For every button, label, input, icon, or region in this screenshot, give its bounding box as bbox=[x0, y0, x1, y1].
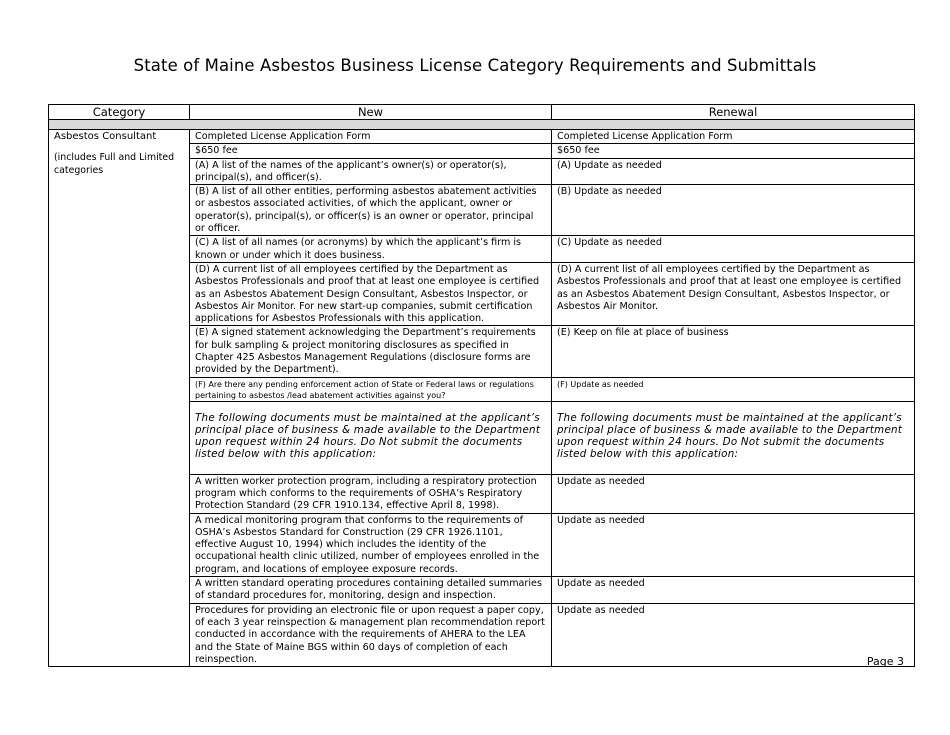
renewal-cell: (F) Update as needed bbox=[552, 377, 915, 401]
new-cell: (D) A current list of all employees certified by the Department as Asbestos Professionals and proof that at least one employee is certified as an Asbestos Abatement Design Consultant, Asbestos Inspector, or Asbestos Air Monitor. For new start-up companies, submit certification applications for Asbestos Professionals with this application. bbox=[190, 262, 552, 325]
page-title: State of Maine Asbestos Business License Category Requirements and Submittals bbox=[133, 56, 817, 75]
new-cell: A written worker protection program, including a respiratory protection program which conforms to the requirements of OSHA’s Respiratory Protection Standard (29 CFR 1910.134, effective April 8, 1998). bbox=[190, 474, 552, 513]
renewal-cell: Update as needed bbox=[552, 474, 915, 513]
new-cell: Procedures for providing an electronic file or upon request a paper copy, of each 3 year reinspection & management plan recommendation report conducted in accordance with the requirements of AHERA to the LEA and the State of Maine BGS within 60 days of completion of each reinspection. bbox=[190, 603, 552, 666]
renewal-cell: (C) Update as needed bbox=[552, 236, 915, 263]
new-cell: Completed License Application Form bbox=[190, 130, 552, 144]
renewal-cell: The following documents must be maintained at the applicant’s principal place of business & made available to the Department upon request within 24 hours. Do Not submit the documents listed below with this application: bbox=[552, 401, 915, 474]
new-cell: A medical monitoring program that conforms to the requirements of OSHA’s Asbestos Standard for Construction (29 CFR 1926.1101, effective August 10, 1994) which includes the identity of the occupational health clinic utilized, number of employees enrolled in the program, and locations of employee exposure records. bbox=[190, 513, 552, 576]
new-cell: A written standard operating procedures containing detailed summaries of standard procedures for, monitoring, design and inspection. bbox=[190, 577, 552, 604]
renewal-cell: Update as needed bbox=[552, 513, 915, 576]
new-cell: (E) A signed statement acknowledging the Department’s requirements for bulk sampling & project monitoring disclosures as specified in Chapter 425 Asbestos Management Regulations (disclosure forms are provided by the Department). bbox=[190, 326, 552, 377]
page-number: Page 3 bbox=[866, 655, 904, 668]
header-new: New bbox=[190, 105, 552, 120]
category-cell bbox=[49, 130, 190, 667]
renewal-cell: Completed License Application Form bbox=[552, 130, 915, 144]
shaded-divider-row bbox=[49, 120, 915, 130]
category-name: Asbestos Consultant bbox=[54, 131, 157, 142]
new-cell: The following documents must be maintained at the applicant’s principal place of business & made available to the Department upon request within 24 hours. Do Not submit the documents listed below with this application: bbox=[190, 401, 552, 474]
renewal-cell: (A) Update as needed bbox=[552, 158, 915, 185]
header-row bbox=[49, 105, 915, 120]
shaded-divider-cell bbox=[49, 120, 915, 130]
new-cell: $650 fee bbox=[190, 144, 552, 158]
renewal-cell: $650 fee bbox=[552, 144, 915, 158]
renewal-cell: Update as needed bbox=[552, 603, 915, 666]
new-cell: (A) A list of the names of the applicant’s owner(s) or operator(s), principal(s), and officer(s). bbox=[190, 158, 552, 185]
category-note: (includes Full and Limited categories bbox=[54, 152, 175, 176]
renewal-cell: (D) A current list of all employees certified by the Department as Asbestos Professionals and proof that at least one employee is certified as an Asbestos Abatement Design Consultant, Asbestos Inspector, or Asbestos Air Monitor. bbox=[552, 262, 915, 325]
header-category: Category bbox=[49, 105, 190, 120]
renewal-cell: Update as needed bbox=[552, 577, 915, 604]
header-renewal: Renewal bbox=[552, 105, 915, 120]
new-cell: (F) Are there any pending enforcement action of State or Federal laws or regulations pertaining to asbestos /lead abatement activities against you? bbox=[190, 377, 552, 401]
new-cell: (B) A list of all other entities, performing asbestos abatement activities or asbestos associated activities, of which the applicant, owner or operator(s), principal(s), or officer(s) is an owner or operator, principal or officer. bbox=[190, 185, 552, 236]
table-row bbox=[49, 130, 915, 144]
renewal-cell: (E) Keep on file at place of business bbox=[552, 326, 915, 377]
requirements-table bbox=[48, 104, 915, 667]
renewal-cell: (B) Update as needed bbox=[552, 185, 915, 236]
new-cell: (C) A list of all names (or acronyms) by which the applicant’s firm is known or under which it does business. bbox=[190, 236, 552, 263]
